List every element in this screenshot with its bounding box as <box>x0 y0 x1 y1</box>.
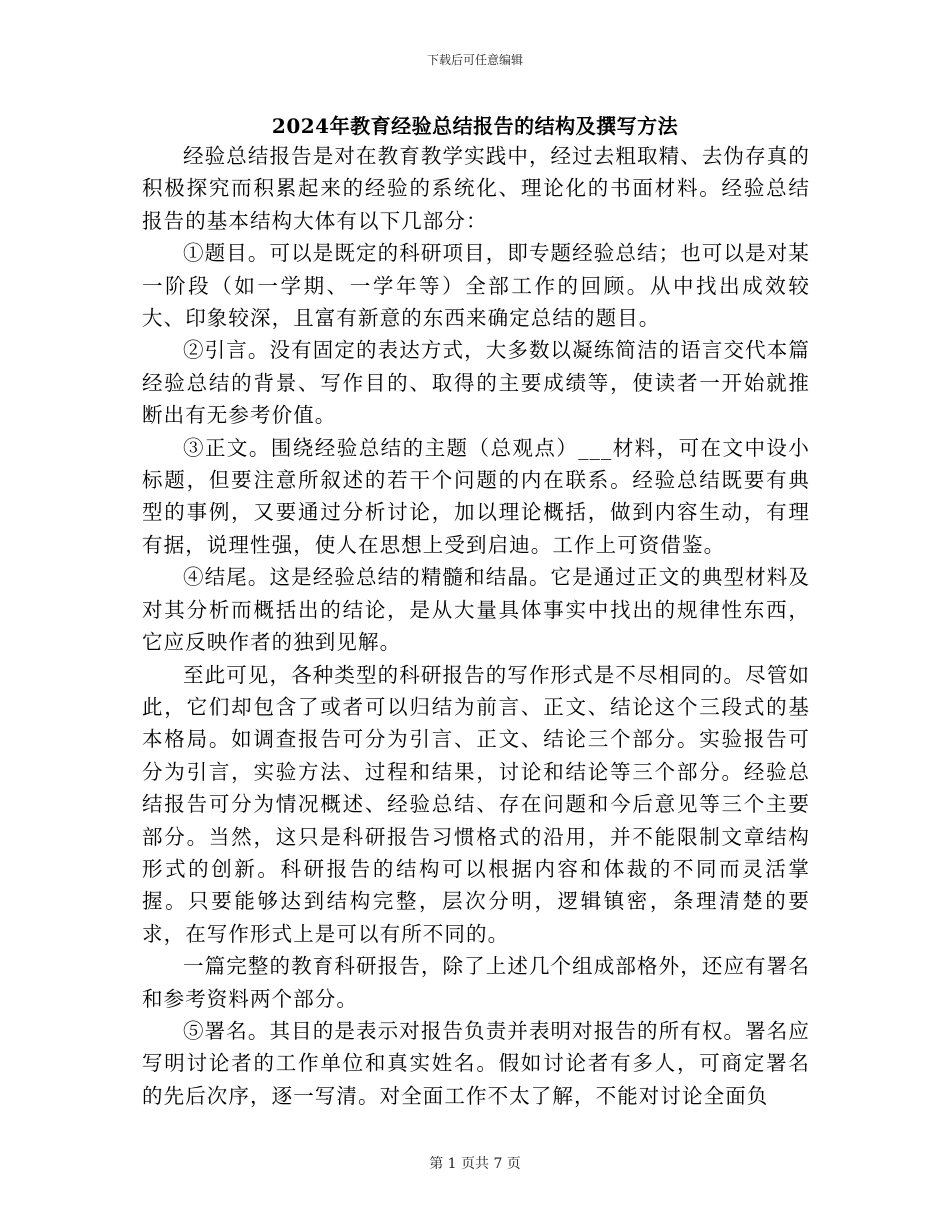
paragraph-title-section: ①题目。可以是既定的科研项目，即专题经验总结；也可以是对某一阶段（如一学期、一学年等）全部工作的回顾。从中找出成效较大、印象较深，且富有新意的东西来确定总结的题目。 <box>142 241 810 331</box>
paragraph-introduction-section: ②引言。没有固定的表达方式，大多数以凝练简洁的语言交代本篇经验总结的背景、写作目的、取得的主要成绩等，使读者一开始就推断出有无参考价值。 <box>142 338 810 428</box>
paragraph-complete-report: 一篇完整的教育科研报告，除了上述几个组成部格外，还应有署名和参考资料两个部分。 <box>142 954 810 1011</box>
page-footer: 第 1 页共 7 页 <box>429 1156 521 1172</box>
document-title: 2024年教育经验总结报告的结构及撰写方法 <box>271 114 679 138</box>
paragraph-report-forms: 至此可见，各种类型的科研报告的写作形式是不尽相同的。尽管如此，它们却包含了或者可以归结为前言、正文、结论这个三段式的基本格局。如调查报告可分为引言、正文、结论三个部分。实验报告可分为引言，实验方法、过程和结果，讨论和结论等三个部分。经验总结报告可分为情况概述、经验总结、存在问题和今后意见等三个主要部分。当然，这只是科研报告习惯格式的沿用，并不能限制文章结构形式的创新。科研报告的结构可以根据内容和体裁的不同而灵活掌握。只要能够达到结构完整，层次分明，逻辑镇密，条理清楚的要求，在写作形式上是可以有所不同的。 <box>142 662 810 946</box>
paragraph-intro: 经验总结报告是对在教育教学实践中，经过去粗取精、去伪存真的积极探究而积累起来的经验的系统化、理论化的书面材料。经验总结报告的基本结构大体有以下几部分： <box>142 144 810 233</box>
paragraph-signature-section: ⑤署名。其目的是表示对报告负责并表明对报告的所有权。署名应写明讨论者的工作单位和真实姓名。假如讨论者有多人，可商定署名的先后次序，逐一写清。对全面工作不太了解，不能对讨论全面负 <box>142 1018 810 1108</box>
page-header: 下载后可任意编辑 <box>426 53 523 67</box>
paragraph-body-section: ③正文。围绕经验总结的主题（总观点）___材料，可在文中设小标题，但要注意所叙述的若干个问题的内在联系。经验总结既要有典型的事例，又要通过分析讨论，加以理论概括，做到内容生动，有理有据，说理性强，使人在思想上受到启迪。工作上可资借鉴。 <box>142 435 810 557</box>
document-body <box>142 140 810 1112</box>
paragraph-ending-section: ④结尾。这是经验总结的精髓和结晶。它是通过正文的典型材料及对其分析而概括出的结论，是从大量具体事实中找出的规律性东西，它应反映作者的独到见解。 <box>142 565 810 655</box>
